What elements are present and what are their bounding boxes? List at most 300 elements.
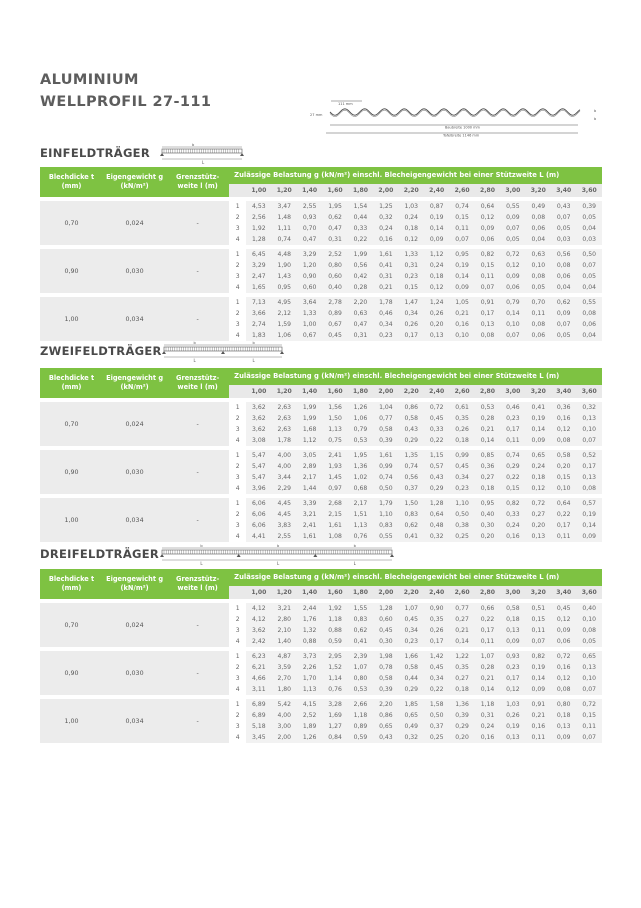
load-value: 0,47	[322, 223, 347, 234]
load-value: 0,74	[272, 234, 297, 245]
load-value: 2,52	[322, 249, 347, 260]
span-header: 2,00	[373, 184, 398, 197]
load-value: 0,25	[424, 732, 449, 743]
load-value: 0,85	[475, 450, 500, 461]
span-header: 2,00	[373, 385, 398, 398]
load-value: 0,21	[526, 710, 551, 721]
beam-span-label: L	[353, 561, 356, 566]
load-value: 0,47	[297, 234, 322, 245]
load-value: 0,09	[475, 223, 500, 234]
load-value: 1,22	[449, 651, 474, 662]
load-value: 5,42	[272, 699, 297, 710]
load-value: 0,83	[373, 520, 398, 531]
load-value: 6,89	[246, 699, 271, 710]
col-header-eigengewicht: Eigengewicht g (kN/m²)	[103, 569, 166, 599]
load-value: 0,16	[475, 732, 500, 743]
load-value: 0,27	[449, 614, 474, 625]
load-value: 0,35	[449, 662, 474, 673]
load-value: 0,29	[500, 461, 525, 472]
span-header: 2,60	[449, 385, 474, 398]
load-value: 1,12	[297, 435, 322, 446]
load-case: 1	[235, 251, 240, 258]
span-header: 1,20	[272, 184, 297, 197]
table-row	[40, 249, 602, 260]
load-value: 0,04	[576, 223, 602, 234]
load-value: 3,39	[297, 498, 322, 509]
load-value: 4,41	[246, 531, 271, 542]
load-value: 0,22	[348, 234, 373, 245]
load-value: 1,07	[348, 662, 373, 673]
load-value: 1,11	[272, 223, 297, 234]
load-value: 0,29	[399, 684, 424, 695]
profile-b-label-1: b	[594, 109, 597, 113]
load-case: 2	[235, 214, 240, 221]
load-value: 1,26	[348, 402, 373, 413]
load-value: 0,46	[500, 402, 525, 413]
load-value: 0,16	[526, 721, 551, 732]
load-case: 4	[235, 284, 240, 291]
load-value: 0,43	[399, 424, 424, 435]
load-value: 0,41	[526, 402, 551, 413]
load-value: 0,15	[526, 614, 551, 625]
load-value: 0,76	[322, 684, 347, 695]
load-value: 1,54	[348, 201, 373, 212]
load-value: 0,22	[551, 509, 576, 520]
load-value: 0,11	[475, 271, 500, 282]
load-value: 1,50	[322, 413, 347, 424]
load-value: 0,41	[399, 531, 424, 542]
load-value: 0,09	[551, 625, 576, 636]
span-header: 3,40	[551, 385, 576, 398]
load-value: 0,65	[526, 450, 551, 461]
load-value: 0,65	[399, 710, 424, 721]
load-value: 0,72	[551, 651, 576, 662]
load-value: 1,47	[399, 297, 424, 308]
load-case: 1	[235, 701, 240, 708]
span-header: 3,20	[526, 385, 551, 398]
load-value: 0,08	[576, 483, 602, 494]
load-case: 1	[235, 299, 240, 306]
col-header-grenzstuetzweite: Grenzstütz-weite l (m)	[166, 167, 229, 197]
load-value: 0,32	[424, 531, 449, 542]
load-value: 0,17	[424, 636, 449, 647]
load-value: 0,09	[576, 531, 602, 542]
span-header: 2,00	[373, 586, 398, 599]
load-value: 4,45	[272, 509, 297, 520]
load-value: 1,02	[348, 472, 373, 483]
table-row	[40, 402, 602, 413]
load-value: 0,11	[526, 732, 551, 743]
load-value: 0,11	[526, 625, 551, 636]
load-value: 2,47	[246, 271, 271, 282]
load-value: 1,65	[246, 282, 271, 293]
load-value: 1,92	[246, 223, 271, 234]
load-value: 0,07	[526, 636, 551, 647]
load-value: 0,19	[500, 721, 525, 732]
load-value: 0,18	[424, 271, 449, 282]
load-value: 2,29	[272, 483, 297, 494]
load-value: 1,48	[272, 212, 297, 223]
load-value: 0,20	[449, 732, 474, 743]
load-value: 0,26	[424, 308, 449, 319]
load-value: 1,24	[424, 297, 449, 308]
load-value: 3,29	[297, 249, 322, 260]
load-value: 0,11	[449, 223, 474, 234]
load-value: 0,44	[348, 212, 373, 223]
load-value: 0,99	[373, 461, 398, 472]
load-value: 0,83	[348, 614, 373, 625]
load-value: 0,34	[449, 472, 474, 483]
load-value: 0,18	[500, 614, 525, 625]
load-value: 0,72	[526, 498, 551, 509]
load-value: 0,77	[449, 603, 474, 614]
grenzstuetzweite-value: -	[166, 651, 229, 695]
load-value: 0,23	[399, 636, 424, 647]
load-value: 2,44	[297, 603, 322, 614]
load-value: 0,60	[297, 282, 322, 293]
load-value: 4,48	[272, 249, 297, 260]
load-value: 0,23	[373, 330, 398, 341]
span-header: 3,60	[576, 586, 602, 599]
eigengewicht-value: 0,030	[103, 651, 166, 695]
span-header: 2,60	[449, 586, 474, 599]
load-table	[40, 167, 602, 341]
load-value: 0,66	[475, 603, 500, 614]
load-value: 1,10	[373, 509, 398, 520]
load-case: 3	[235, 627, 240, 634]
span-header: 2,20	[399, 385, 424, 398]
load-value: 0,14	[449, 636, 474, 647]
load-value: 0,60	[322, 271, 347, 282]
span-header: 3,20	[526, 586, 551, 599]
load-value: 1,95	[322, 201, 347, 212]
load-value: 0,58	[500, 603, 525, 614]
load-value: 3,45	[246, 732, 271, 743]
load-value: 0,11	[526, 308, 551, 319]
load-value: 0,40	[576, 603, 602, 614]
beam-b-label: b	[192, 143, 195, 147]
load-value: 0,72	[424, 402, 449, 413]
load-value: 0,11	[551, 531, 576, 542]
span-header: 1,60	[322, 385, 347, 398]
load-value: 0,49	[526, 201, 551, 212]
eigengewicht-value: 0,030	[103, 249, 166, 293]
load-value: 0,19	[449, 260, 474, 271]
load-value: 1,98	[373, 651, 398, 662]
load-value: 1,93	[322, 461, 347, 472]
load-value: 4,00	[272, 710, 297, 721]
load-value: 0,06	[551, 271, 576, 282]
table-row	[40, 201, 602, 212]
load-value: 0,08	[551, 260, 576, 271]
load-value: 0,08	[526, 212, 551, 223]
span-header: 2,20	[399, 184, 424, 197]
load-value: 1,95	[348, 450, 373, 461]
load-value: 0,28	[348, 282, 373, 293]
load-value: 0,04	[551, 282, 576, 293]
load-case: 1	[235, 203, 240, 210]
span-header: 2,80	[475, 184, 500, 197]
load-value: 0,68	[348, 483, 373, 494]
span-header: 3,60	[576, 184, 602, 197]
load-value: 0,23	[500, 413, 525, 424]
load-case: 3	[235, 474, 240, 481]
load-value: 1,78	[272, 435, 297, 446]
load-value: 2,42	[246, 636, 271, 647]
load-value: 1,13	[297, 684, 322, 695]
span-header: 2,40	[424, 385, 449, 398]
load-value: 0,12	[399, 234, 424, 245]
load-value: 0,32	[399, 732, 424, 743]
span-header: 3,60	[576, 385, 602, 398]
load-value: 0,75	[322, 435, 347, 446]
load-value: 0,36	[551, 402, 576, 413]
load-value: 0,45	[322, 330, 347, 341]
col-header-load: Zulässige Belastung g (kN/m²) einschl. Blecheigengewicht bei einer Stützweite L (m)	[229, 167, 602, 184]
load-value: 0,55	[500, 201, 525, 212]
load-value: 2,78	[322, 297, 347, 308]
load-case: 3	[235, 723, 240, 730]
load-value: 0,86	[399, 402, 424, 413]
load-value: 1,18	[348, 710, 373, 721]
load-value: 3,62	[246, 625, 271, 636]
load-value: 0,10	[500, 319, 525, 330]
beam-span-label: L	[193, 358, 196, 363]
load-value: 0,79	[500, 297, 525, 308]
load-value: 3,83	[272, 520, 297, 531]
col-header-blechdicke: Blechdicke t (mm)	[40, 368, 103, 398]
load-value: 0,40	[475, 509, 500, 520]
load-value: 1,10	[449, 498, 474, 509]
load-case: 2	[235, 511, 240, 518]
load-value: 1,25	[373, 201, 398, 212]
span-header: 3,40	[551, 586, 576, 599]
table-row	[40, 699, 602, 710]
load-value: 5,47	[246, 461, 271, 472]
span-header: 3,00	[500, 385, 525, 398]
load-value: 0,18	[449, 435, 474, 446]
load-value: 0,44	[399, 673, 424, 684]
load-value: 0,13	[424, 330, 449, 341]
load-value: 0,57	[424, 461, 449, 472]
load-value: 0,91	[526, 699, 551, 710]
load-value: 0,37	[399, 483, 424, 494]
grenzstuetzweite-value: -	[166, 402, 229, 446]
load-value: 1,18	[322, 614, 347, 625]
span-header: 3,40	[551, 184, 576, 197]
load-value: 1,56	[322, 402, 347, 413]
load-value: 5,47	[246, 472, 271, 483]
load-value: 1,07	[475, 651, 500, 662]
grenzstuetzweite-value: -	[166, 699, 229, 743]
load-value: 0,06	[551, 636, 576, 647]
table-row	[40, 651, 602, 662]
load-value: 0,27	[526, 509, 551, 520]
load-value: 0,33	[348, 223, 373, 234]
load-value: 0,62	[322, 212, 347, 223]
load-value: 0,15	[399, 282, 424, 293]
load-value: 0,91	[475, 297, 500, 308]
load-value: 0,29	[449, 721, 474, 732]
load-value: 0,95	[272, 282, 297, 293]
load-value: 0,34	[424, 673, 449, 684]
load-value: 1,76	[297, 614, 322, 625]
load-value: 0,61	[449, 402, 474, 413]
span-header: 3,00	[500, 586, 525, 599]
load-value: 0,13	[576, 472, 602, 483]
load-case: 1	[235, 452, 240, 459]
load-value: 0,67	[297, 330, 322, 341]
load-value: 1,07	[399, 603, 424, 614]
load-value: 1,99	[348, 249, 373, 260]
load-value: 0,38	[449, 520, 474, 531]
load-value: 3,21	[272, 603, 297, 614]
load-value: 0,12	[526, 483, 551, 494]
load-value: 1,18	[475, 699, 500, 710]
span-header: 3,00	[500, 184, 525, 197]
load-value: 0,26	[424, 625, 449, 636]
load-value: 0,58	[373, 673, 398, 684]
load-value: 0,16	[449, 319, 474, 330]
load-value: 1,14	[322, 673, 347, 684]
load-value: 2,26	[297, 662, 322, 673]
load-value: 4,00	[272, 461, 297, 472]
load-value: 0,15	[551, 472, 576, 483]
load-value: 0,18	[399, 223, 424, 234]
load-value: 0,16	[373, 234, 398, 245]
load-value: 0,70	[526, 297, 551, 308]
load-value: 0,47	[348, 319, 373, 330]
load-value: 0,13	[551, 721, 576, 732]
load-value: 0,16	[551, 413, 576, 424]
load-value: 0,88	[322, 625, 347, 636]
load-value: 0,13	[576, 413, 602, 424]
load-value: 0,72	[576, 699, 602, 710]
load-value: 0,57	[576, 498, 602, 509]
load-value: 0,52	[576, 450, 602, 461]
load-value: 0,16	[551, 662, 576, 673]
load-value: 0,82	[475, 249, 500, 260]
profile-b-label-2: b	[594, 117, 597, 121]
eigengewicht-value: 0,034	[103, 498, 166, 542]
load-value: 0,26	[500, 710, 525, 721]
load-value: 1,79	[373, 498, 398, 509]
load-value: 1,28	[246, 234, 271, 245]
load-value: 0,06	[526, 330, 551, 341]
load-case: 4	[235, 437, 240, 444]
table-row	[40, 498, 602, 509]
load-value: 0,62	[348, 625, 373, 636]
load-value: 0,24	[500, 520, 525, 531]
load-value: 0,63	[526, 249, 551, 260]
load-value: 0,32	[576, 402, 602, 413]
load-value: 0,20	[475, 531, 500, 542]
blechdicke-value: 0,70	[40, 402, 103, 446]
load-value: 0,17	[475, 308, 500, 319]
load-case: 2	[235, 415, 240, 422]
load-value: 0,08	[576, 308, 602, 319]
load-value: 0,06	[576, 319, 602, 330]
load-table	[40, 368, 602, 542]
load-value: 0,31	[475, 710, 500, 721]
load-value: 6,06	[246, 520, 271, 531]
load-value: 0,36	[475, 461, 500, 472]
load-value: 2,89	[297, 461, 322, 472]
load-case: 3	[235, 273, 240, 280]
load-value: 1,26	[297, 732, 322, 743]
load-value: 0,34	[399, 625, 424, 636]
beam-span-label: L	[202, 160, 205, 165]
load-value: 0,13	[500, 625, 525, 636]
load-value: 0,84	[322, 732, 347, 743]
load-value: 0,23	[449, 483, 474, 494]
load-value: 6,21	[246, 662, 271, 673]
load-value: 0,45	[551, 603, 576, 614]
load-value: 1,20	[297, 260, 322, 271]
span-header: 2,80	[475, 586, 500, 599]
load-value: 0,21	[475, 673, 500, 684]
grenzstuetzweite-value: -	[166, 201, 229, 245]
load-value: 0,05	[576, 212, 602, 223]
load-value: 1,12	[424, 249, 449, 260]
load-value: 0,05	[500, 234, 525, 245]
load-value: 4,95	[272, 297, 297, 308]
load-value: 0,45	[424, 413, 449, 424]
load-value: 1,42	[424, 651, 449, 662]
load-value: 0,59	[322, 636, 347, 647]
load-value: 0,24	[424, 260, 449, 271]
load-value: 0,10	[576, 614, 602, 625]
load-value: 0,40	[322, 282, 347, 293]
load-value: 0,17	[399, 330, 424, 341]
load-value: 0,29	[399, 435, 424, 446]
load-value: 0,27	[475, 472, 500, 483]
load-value: 0,14	[526, 424, 551, 435]
load-value: 0,07	[449, 234, 474, 245]
load-value: 0,17	[551, 520, 576, 531]
load-value: 0,11	[576, 721, 602, 732]
load-value: 1,00	[297, 319, 322, 330]
load-case: 2	[235, 712, 240, 719]
load-value: 0,20	[551, 461, 576, 472]
load-value: 0,22	[424, 684, 449, 695]
load-value: 1,13	[348, 520, 373, 531]
load-value: 0,35	[449, 413, 474, 424]
load-value: 0,24	[475, 721, 500, 732]
load-value: 4,12	[246, 614, 271, 625]
load-value: 3,66	[246, 308, 271, 319]
span-header: 1,00	[246, 385, 271, 398]
load-value: 0,48	[424, 520, 449, 531]
load-value: 0,24	[373, 223, 398, 234]
load-value: 0,16	[500, 531, 525, 542]
load-value: 0,11	[500, 435, 525, 446]
load-value: 3,64	[297, 297, 322, 308]
load-value: 0,10	[576, 673, 602, 684]
load-value: 0,80	[551, 699, 576, 710]
span-header: 3,20	[526, 184, 551, 197]
span-header: 2,40	[424, 586, 449, 599]
load-value: 0,80	[348, 673, 373, 684]
load-value: 2,63	[272, 413, 297, 424]
load-value: 1,68	[297, 424, 322, 435]
load-value: 2,95	[322, 651, 347, 662]
load-value: 0,42	[348, 271, 373, 282]
load-value: 0,74	[399, 461, 424, 472]
load-value: 0,26	[449, 424, 474, 435]
load-value: 3,11	[246, 684, 271, 695]
load-value: 0,21	[449, 625, 474, 636]
